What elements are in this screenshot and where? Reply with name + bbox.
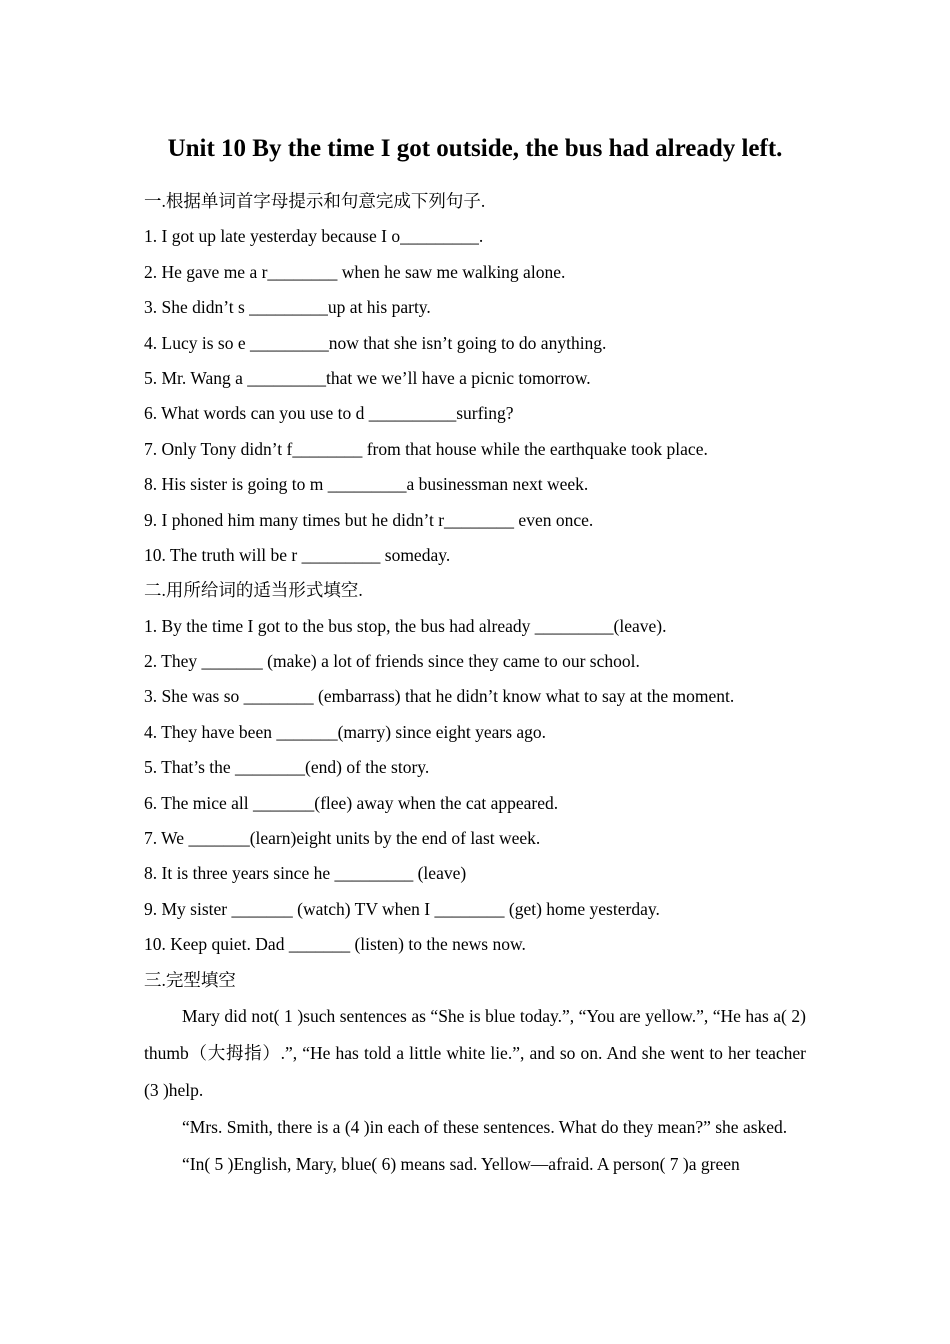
exercise-item: 8. His sister is going to m _________a businessman next week. [144, 474, 589, 495]
exercise-item: 9. I phoned him many times but he didn’t r________ even once. [144, 509, 594, 530]
document-title: Unit 10 By the time I got outside, the bus had already left. [167, 135, 783, 162]
exercise-item: 7. Only Tony didn’t f________ from that house while the earthquake took place. [144, 438, 708, 459]
exercise-item: 7. We _______(learn)eight units by the end of last week. [144, 828, 541, 849]
exercise-item: 5. That’s the ________(end) of the story. [144, 757, 430, 778]
exercise-item: 10. Keep quiet. Dad _______ (listen) to the news now. [144, 934, 526, 955]
section-3-heading: 三.完型填空 [144, 969, 236, 990]
cloze-paragraph: “Mrs. Smith, there is a (4 )in each of these sentences. What do they mean?” she asked. [182, 1116, 788, 1137]
exercise-item: 2. He gave me a r________ when he saw me walking alone. [144, 261, 566, 282]
cloze-paragraph: “In( 5 )English, Mary, blue( 6) means sad. Yellow—afraid. A person( 7 )a green [182, 1153, 740, 1174]
exercise-item: 10. The truth will be r _________ someday. [144, 544, 451, 565]
exercise-item: 4. Lucy is so e _________now that she isn’t going to do anything. [144, 332, 607, 353]
document-body [144, 184, 806, 1183]
exercise-item: 2. They _______ (make) a lot of friends since they came to our school. [144, 651, 640, 672]
exercise-item: 3. She was so ________ (embarrass) that he didn’t know what to say at the moment. [144, 686, 735, 707]
exercise-item: 6. The mice all _______(flee) away when the cat appeared. [144, 792, 559, 813]
exercise-item: 1. I got up late yesterday because I o_________. [144, 226, 484, 247]
exercise-item: 6. What words can you use to d __________surfing? [144, 403, 514, 424]
exercise-item: 5. Mr. Wang a _________that we we’ll have a picnic tomorrow. [144, 367, 591, 388]
exercise-item: 8. It is three years since he _________ (leave) [144, 863, 467, 884]
exercise-item: 9. My sister _______ (watch) TV when I ________ (get) home yesterday. [144, 898, 660, 919]
section-1 [144, 184, 806, 573]
section-3 [144, 963, 806, 1183]
cloze-paragraph: Mary did not( 1 )such sentences as “She is blue today.”, “You are yellow.”, “He has a( 2) thumb（大拇指）.”, “He has told a little white lie.”, and so on. And she went to her teacher (3 )help. [144, 1005, 806, 1100]
section-2 [144, 573, 806, 962]
section-2-heading: 二.用所给词的适当形式填空. [144, 580, 363, 601]
exercise-item: 4. They have been _______(marry) since eight years ago. [144, 721, 547, 742]
section-1-heading: 一.根据单词首字母提示和句意完成下列句子. [144, 191, 486, 211]
exercise-item: 3. She didn’t s _________up at his party. [144, 297, 431, 318]
exercise-item: 1. By the time I got to the bus stop, the bus had already _________(leave). [144, 615, 667, 636]
